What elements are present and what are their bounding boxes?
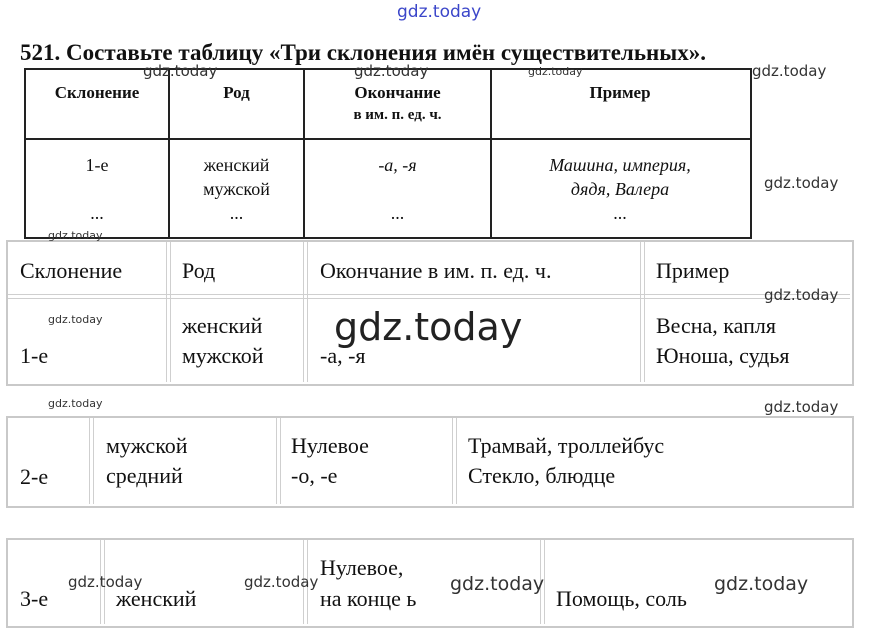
- watermark: gdz.today: [764, 398, 839, 416]
- watermark-top: gdz.today: [397, 2, 482, 22]
- scan-ellipsis: ...: [229, 203, 244, 223]
- row-2-gender-2: средний: [106, 463, 183, 488]
- col-divider: [452, 418, 457, 504]
- watermark: gdz.today: [764, 174, 839, 192]
- watermark: gdz.today: [48, 313, 103, 326]
- scan-ellipsis: ...: [90, 203, 104, 223]
- row-divider: [8, 294, 850, 299]
- row-2-gender-1: мужской: [106, 433, 188, 458]
- watermark: gdz.today: [48, 397, 103, 410]
- scan-cell-declension: 1-е: [85, 155, 109, 175]
- scan-cell-gender-1: женский: [203, 155, 270, 175]
- watermark: gdz.today: [714, 573, 809, 595]
- row-1-gender-1: женский: [182, 313, 263, 338]
- watermark: gdz.today: [354, 62, 429, 80]
- header-declension: Склонение: [20, 258, 123, 283]
- scan-ellipsis: ...: [390, 203, 405, 223]
- row-3-declension: 3-е: [20, 586, 49, 611]
- row-1-declension: 1-е: [20, 343, 49, 368]
- watermark: gdz.today: [68, 573, 143, 591]
- header-example: Пример: [656, 258, 730, 283]
- row-3-ending-1: Нулевое,: [320, 555, 404, 580]
- watermark: gdz.today: [48, 229, 103, 242]
- row-1-example-1: Весна, капля: [656, 313, 776, 338]
- scan-header-gender: Род: [223, 83, 250, 102]
- row-3-ending-2: на конце ь: [320, 586, 417, 611]
- row-1-example-2: Юноша, судья: [656, 343, 790, 368]
- watermark: gdz.today: [244, 573, 319, 591]
- scan-cell-example-2: дядя, Валера: [570, 179, 670, 199]
- scan-header-ending: Окончание: [354, 83, 441, 102]
- row-3-example: Помощь, соль: [556, 586, 687, 611]
- col-divider: [89, 418, 94, 504]
- col-divider: [640, 242, 645, 382]
- watermark: gdz.today: [450, 573, 545, 595]
- scan-header-divider: [24, 138, 750, 140]
- row-2-example-2: Стекло, блюдце: [468, 463, 616, 488]
- col-divider: [166, 242, 171, 382]
- scan-header-example: Пример: [589, 83, 651, 102]
- col-divider: [303, 242, 308, 382]
- row-2-ending-1: Нулевое: [291, 433, 369, 458]
- row-2-example-1: Трамвай, троллейбус: [468, 433, 665, 458]
- row-1-gender-2: мужской: [182, 343, 264, 368]
- scan-header-declension: Склонение: [54, 83, 140, 102]
- scan-cell-gender-2: мужской: [203, 179, 270, 199]
- row-2-ending-2: -о, -е: [291, 463, 338, 488]
- watermark-large: gdz.today: [334, 305, 523, 349]
- exercise-title: 521. Составьте таблицу «Три склонения имён существительных».: [20, 40, 706, 65]
- scan-cell-example-1: Машина, империя,: [549, 155, 691, 175]
- watermark: gdz.today: [143, 62, 218, 80]
- header-ending: Окончание в им. п. ед. ч.: [320, 258, 552, 283]
- row-3-gender: женский: [116, 586, 197, 611]
- watermark: gdz.today: [528, 65, 583, 78]
- watermark: gdz.today: [752, 62, 827, 80]
- row-1-ending: -а, -я: [320, 343, 366, 368]
- scan-header-ending-sub: в им. п. ед. ч.: [353, 107, 442, 123]
- header-gender: Род: [182, 258, 216, 283]
- scan-cell-ending: -а, -я: [378, 155, 417, 175]
- row-2-declension: 2-е: [20, 464, 49, 489]
- watermark: gdz.today: [764, 286, 839, 304]
- col-divider: [276, 418, 281, 504]
- scan-ellipsis: ...: [613, 203, 627, 223]
